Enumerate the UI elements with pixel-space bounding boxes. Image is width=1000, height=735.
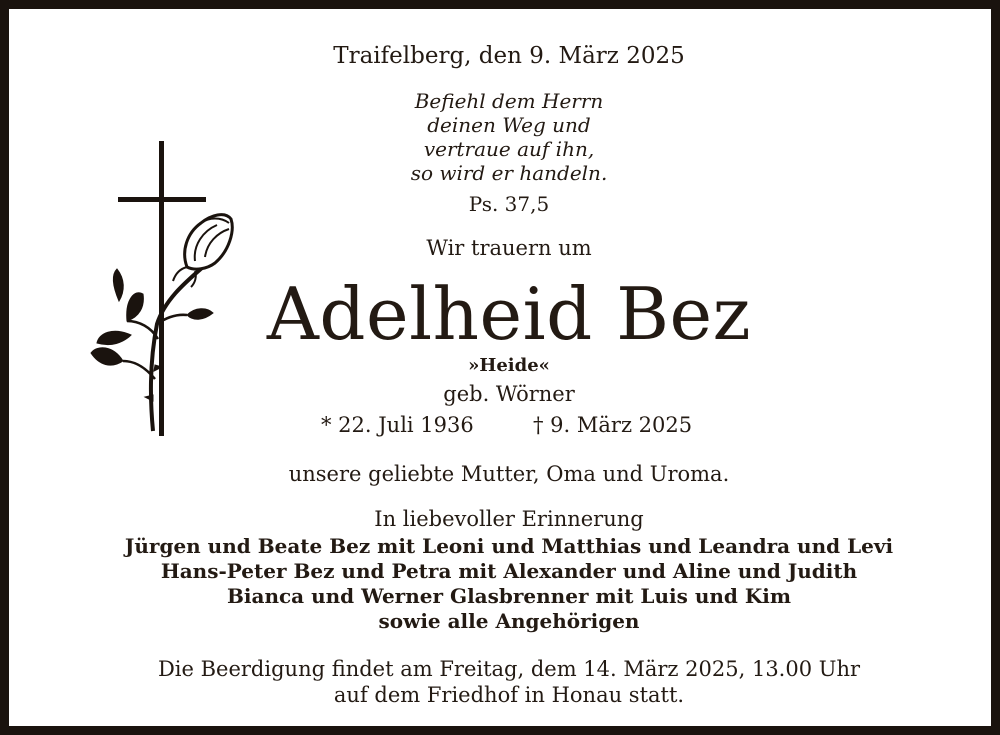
birth-date: * 22. Juli 1936	[321, 413, 474, 437]
place-date: Traifelberg, den 9. März 2025	[333, 43, 685, 69]
funeral-info	[9, 656, 1000, 708]
family-list	[9, 534, 1000, 634]
birth-name: geb. Wörner	[443, 382, 575, 406]
death-date: † 9. März 2025	[533, 413, 693, 437]
family-line: Jürgen und Beate Bez mit Leoni und Matthias und Leandra und Levi	[124, 534, 894, 558]
relation-text: unsere geliebte Mutter, Oma und Uroma.	[288, 462, 730, 486]
verse-line: vertraue auf ihn,	[423, 137, 595, 161]
verse-line: Befiehl dem Herrn	[414, 89, 604, 113]
family-line: Bianca und Werner Glasbrenner mit Luis und Kim	[227, 584, 791, 608]
funeral-line: auf dem Friedhof in Honau statt.	[333, 683, 685, 707]
remembrance-text: In liebevoller Erinnerung	[374, 507, 644, 531]
verse-line: deinen Weg und	[427, 113, 591, 137]
family-line: Hans-Peter Bez und Petra mit Alexander und Aline und Judith	[160, 559, 858, 583]
verse-line: so wird er handeln.	[410, 161, 608, 185]
funeral-line: Die Beerdigung findet am Freitag, dem 14. März 2025, 13.00 Uhr	[157, 657, 861, 681]
nickname: »Heide«	[468, 355, 550, 376]
verse-reference: Ps. 37,5	[468, 192, 550, 216]
family-line: sowie alle Angehörigen	[378, 609, 640, 633]
mourning-intro: Wir trauern um	[426, 236, 592, 260]
deceased-name: Adelheid Bez	[266, 272, 752, 356]
cross-with-rose-icon	[83, 139, 243, 439]
